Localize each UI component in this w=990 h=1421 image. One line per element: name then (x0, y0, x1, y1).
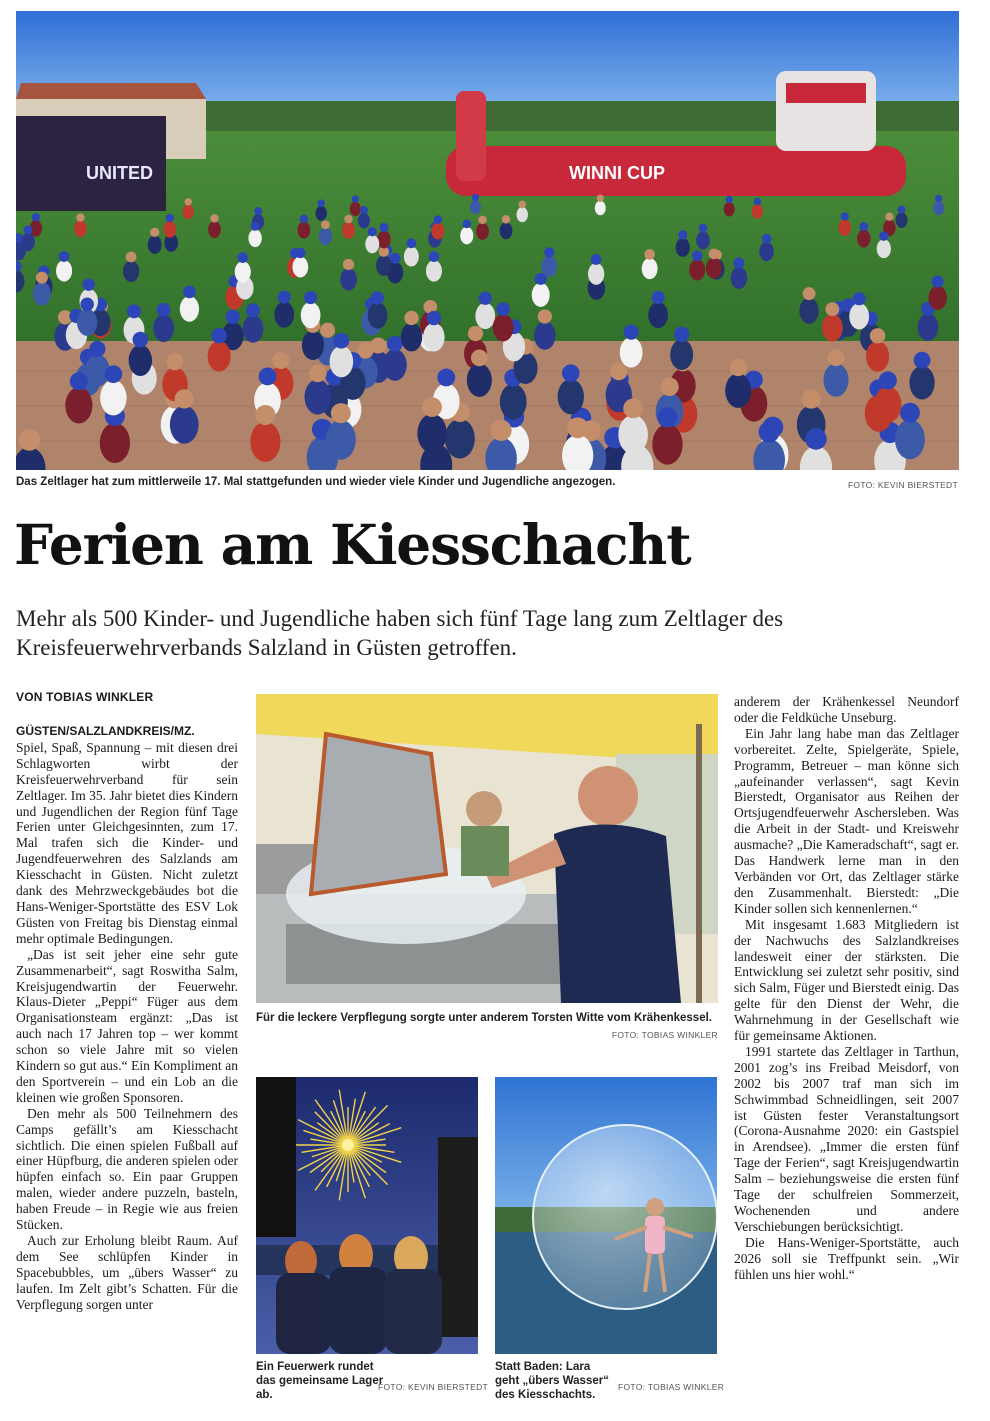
article-column-1 (16, 723, 238, 1313)
fireworks-photo (256, 1077, 478, 1354)
cooking-photo-credit: FOTO: TOBIAS WINKLER (611, 1030, 718, 1040)
cooking-photo (256, 694, 718, 1003)
hero-banner-text: UNITED (86, 163, 153, 183)
hero-sign-text: WINNI CUP (569, 163, 665, 183)
hero-caption: Das Zeltlager hat zum mittlerweile 17. Mal stattgefunden und wieder viele Kinder und Jugendliche angezogen. (16, 476, 616, 488)
headline: Ferien am Kiesschacht (14, 512, 691, 577)
waterball-photo (495, 1077, 717, 1354)
article-paragraph (16, 723, 238, 947)
article-paragraph: Auch zur Erholung bleibt Raum. Auf dem See schlüpfen Kinder in Spacebubbles, um „übers Wasser“ zu laufen. Im Zelt gibt’s Schatten. Für die Verpflegung sorgen unter (16, 1233, 238, 1312)
article-paragraph: Die Hans-Weniger-Sportstätte, auch 2026 soll sie Treffpunkt sein. „Wir fühlen uns hier wohl.“ (734, 1234, 959, 1282)
subhead: Mehr als 500 Kinder- und Jugendliche haben sich fünf Tage lang zum Zeltlager des Kreisfeuerwehrverbands Salzland in Güsten getroffen. (16, 606, 784, 660)
waterball-photo-caption: Statt Baden: Lara geht „übers Wasser“ des Kiesschachts. (495, 1361, 609, 1401)
waterball-photo-credit: FOTO: TOBIAS WINKLER (618, 1382, 725, 1392)
article-paragraph: anderem der Krähenkessel Neundorf oder die Feldküche Unseburg. (734, 694, 959, 725)
dateline: GÜSTEN/SALZLANDKREIS/MZ. (16, 724, 195, 738)
article-paragraph: Den mehr als 500 Teilnehmern des Camps gefällt’s am Kiesschacht sichtlich. Die einen spielen Fußball auf einer Hüpfburg, die anderen spielen oder hüpfen einfach so. Ein paar Gruppen malen, wieder andere puzzeln, basteln, haben Freude – in Regie wie aus freien Stücken. (16, 1105, 238, 1233)
article-paragraph: Mit insgesamt 1.683 Mitgliedern ist der Nachwuchs des Salzlandkreises landesweit einer der stärksten. Die Entwicklung sei zuletzt sehr positiv, sind sich Salm, Füger und Bierstedt einig. Das gelte für den Dienst der Wehr, die Wahrnehmung in der Gesellschaft wie für gemeinsame Aktionen. (734, 916, 959, 1044)
article-paragraph: „Das ist seit jeher eine sehr gute Zusammenarbeit“, sagt Roswitha Salm, Kreisjugendwartin der Feuerwehr. Klaus-Dieter „Peppi“ Füger aus dem Organisationsteam ergänzt: „Das ist auch nach 17 Jahren top – wer kommt schon so viele Jahre mit so vielen Kindern so gut aus.“ Ein Kompliment an den Sportverein – und ein Lob an die kleinen wie großen Sponsoren. (16, 946, 238, 1105)
article-paragraph: Ein Jahr lang habe man das Zeltlager vorbereitet. Zelte, Spielgeräte, Spiele, Programm, Betreuer – man könne sich „aufeinander verlassen“, sagt Kevin Bierstedt, Organisator aus Reihen der Ortsjugendfeuerwehr Aschersleben. Was die Arbeit in der Stadt- und Kreiswehr ausmache? „Die Kameradschaft“, sagt er. Das Handwerk lerne man in den Verbänden vor Ort, das Zeltlager stärke den Zusammenhalt. Bierstedt: „Die Kinder sollen sich kennenlernen.“ (734, 725, 959, 916)
hero-credit: FOTO: KEVIN BIERSTEDT (847, 480, 958, 490)
fireworks-photo-caption: Ein Feuerwerk rundet das gemeinsame Lager ab. (256, 1361, 384, 1401)
cooking-photo-caption: Für die leckere Verpflegung sorgte unter anderem Torsten Witte vom Krähenkessel. (256, 1012, 712, 1024)
fireworks-photo-credit: FOTO: KEVIN BIERSTEDT (378, 1382, 489, 1392)
article-column-3 (734, 694, 959, 1283)
hero-photo (16, 11, 959, 470)
article-text: Spiel, Spaß, Spannung – mit diesen drei Schlagworten wirbt der Kreisfeuerwehrverband für sein Zeltlager. Im 35. Jahr bietet dies Kindern und Jugendlichen der Region fünf Tage Ferien unter Gleichgesinnten, zum 17. Mal trafen sich die Kinder- und Jugendfeuerwehren des Salzlands am Kiesschacht in Güsten. Nicht zuletzt dank des Mehrzweckgebäudes bot die Hans-Weniger-Sportstätte des ESV Lok Güsten von Freitag bis Dienstag einmal mehr optimale Bedingungen. (16, 739, 238, 946)
article-paragraph: 1991 startete das Zeltlager in Tarthun, 2001 zog’s ins Freibad Meisdorf, von 2002 bis 2007 traf man sich im Schwimmbad Schneidlingen, seit 2007 ist Güsten fester Veranstaltungsort (Corona-Ausnahme 2020: ein Gastspiel in Arendsee). „Immer die ersten fünf Tage der Ferien“, sagt Kreisjugendwartin Salm – beziehungsweise die ersten fünf Tage der schulfreien Sommerzeit, Wochenenden und andere Verschiebungen berücksichtigt. (734, 1043, 959, 1234)
byline: VON TOBIAS WINKLER (16, 690, 154, 704)
